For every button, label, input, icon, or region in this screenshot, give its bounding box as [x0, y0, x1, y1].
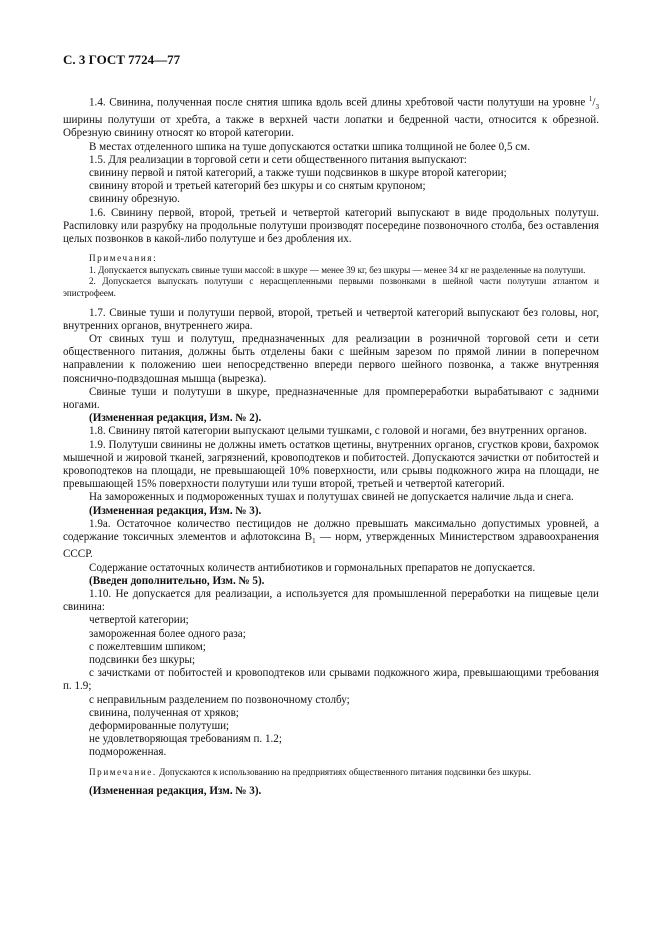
fraction-denominator: 3	[595, 102, 599, 111]
page-content	[63, 93, 599, 798]
list-item-1-5: свинину первой и пятой категорий, а также туши подсвинков в шкуре второй категории;	[89, 166, 507, 179]
paragraph-1-4-shpik: В местах отделенного шпика на туше допускаются остатки шпика толщиной не более 0,5 см.	[89, 140, 530, 153]
paragraph-1-5: 1.5. Для реализации в торговой сети и сети общественного питания выпускают:	[89, 153, 467, 166]
list-item-1-10: четвертой категории;	[89, 614, 189, 627]
paragraph-1-4-start: 1.4. Свинина, полученная после снятия шпика вдоль всей длины хребтовой части полутуши на уровне	[89, 96, 586, 109]
paragraph-1-9-led: На замороженных и подмороженных тушах и полутушах свиней не допускается наличие льда и снега.	[89, 491, 574, 504]
paragraph-1-6: 1.6. Свинину первой, второй, третьей и четвертой категорий выпускают в виде продольных полутуш. Распиловку или разрубку на продольные полутуши производят посередине позвоночного столба, без оставления целых позвонков в какой-либо полутуше и без дробления их.	[63, 206, 599, 245]
list-item-1-5: свинину обрезную.	[89, 193, 180, 206]
note-2-title: Примечание.	[89, 766, 157, 777]
paragraph-1-10: 1.10. Не допускается для реализации, а используется для промышленной переработки на пищевые цели свинина:	[63, 588, 599, 614]
page-header: С. 3 ГОСТ 7724—77	[63, 52, 181, 67]
paragraph-1-4-end: ширины полутуши от хребта, а также в верхней части лопатки и бедренной части, относится к обрезной. Обрезную свинину относят ко второй категории.	[63, 114, 599, 140]
amendment-note: (Измененная редакция, Изм. № 3).	[89, 785, 262, 798]
fraction-numerator: 1	[588, 95, 593, 103]
amendment-note: (Введен дополнительно, Изм. № 5).	[89, 574, 265, 587]
list-item-1-10: свинина, полученная от хряков;	[89, 706, 239, 719]
paragraph-1-7: 1.7. Свиные туши и полутуши первой, второй, третьей и четвертой категорий выпускают без головы, ног, внутренних органов, внутреннего жира.	[63, 306, 599, 332]
notes-title: Примечания:	[89, 253, 158, 264]
paragraph-1-9a-antibiotics: Содержание остаточных количеств антибиотиков и гормональных препаратов не допускается.	[89, 561, 536, 574]
note-2-text: Допускаются к использованию на предприятиях общественного питания подсвинки без шкуры.	[156, 766, 532, 777]
list-item-1-10: с пожелтевшим шпиком;	[89, 640, 206, 653]
paragraph-1-9a-end: — норм, утвержденных Министерством здравоохранения СССР.	[63, 530, 600, 561]
list-item-1-10: подмороженная.	[89, 746, 167, 759]
list-item-1-10: замороженная более одного раза;	[89, 627, 246, 640]
note-item: 2. Допускается выпускать полутуши с нерасщепленными первыми позвонками в шейной части полутуши атлантом и эпистрофеем.	[63, 276, 599, 298]
list-item-1-10: подсвинки без шкуры;	[89, 654, 196, 667]
paragraph-1-8: 1.8. Свинину пятой категории выпускают целыми тушками, с головой и ногами, без внутренних органов.	[89, 425, 587, 438]
subscript-index: 1	[312, 537, 316, 546]
list-item-1-10: с неправильным разделением по позвоночному столбу;	[89, 693, 350, 706]
paragraph-1-9a	[63, 518, 599, 562]
paragraph-1-9: 1.9. Полутуши свинины не должны иметь остатков щетины, внутренних органов, сгустков крови, бахромок мышечной и жировой тканей, загрязнений, кровоподтеков и побитостей. Допускаются зачистки от побитостей и кровоподтеков на площади, не превышающей 10% поверхности, или срывы подкожного жира на площади, не превышающей 15% поверхности полутуши или туши второй, третьей и четвертой категорий.	[63, 438, 599, 491]
paragraph-1-7-otdel: От свиных туш и полутуш, предназначенных для реализации в розничной торговой сети и сети общественного питания, должны быть отделены баки с шейным зарезом по прямой линии в поперечном направлении к положению шеи непосредственно впереди первого шейного позвонка, а также внутренняя поясничнo-подвздошная мышца (вырезка).	[63, 332, 599, 385]
amendment-note: (Измененная редакция, Изм. № 3).	[89, 504, 262, 517]
list-item-1-10: с зачистками от побитостей и кровоподтеков или срывами подкожного жира, превышающими требования п. 1.9;	[63, 667, 599, 693]
note-item: 1. Допускается выпускать свиные туши массой: в шкуре — менее 39 кг, без шкуры — менее 34 кг не разделенные на полутуши.	[89, 264, 586, 275]
paragraph-1-9a-start: 1.9а. Остаточное количество пестицидов не должно превышать максимально допустимых уровней, а содержание токсичных элементов и афлотоксина В	[63, 517, 599, 543]
list-item-1-10: не удовлетворяющая требованиям п. 1.2;	[89, 733, 282, 746]
list-item-1-5: свинину второй и третьей категорий без шкуры и со снятым крупоном;	[89, 180, 426, 193]
paragraph-1-7-shkura: Свиные туши и полутуши в шкуре, предназначенные для промпереработки вырабатывают с задними ногами.	[63, 385, 599, 411]
amendment-note: (Измененная редакция, Изм. № 2).	[89, 412, 262, 425]
paragraph-1-4: 1.4. Свинина, полученная после снятия шпика вдоль всей длины хребтовой части полутуши на уровне $^1/_3$ ширины полутуши от хребта, а также в верхней части лопатки и бедренной части, относится к обрезной. Обрезную свинину относят ко второй категории.	[63, 95, 599, 140]
note-2	[63, 767, 599, 779]
list-item-1-10: деформированные полутуши;	[89, 720, 230, 733]
